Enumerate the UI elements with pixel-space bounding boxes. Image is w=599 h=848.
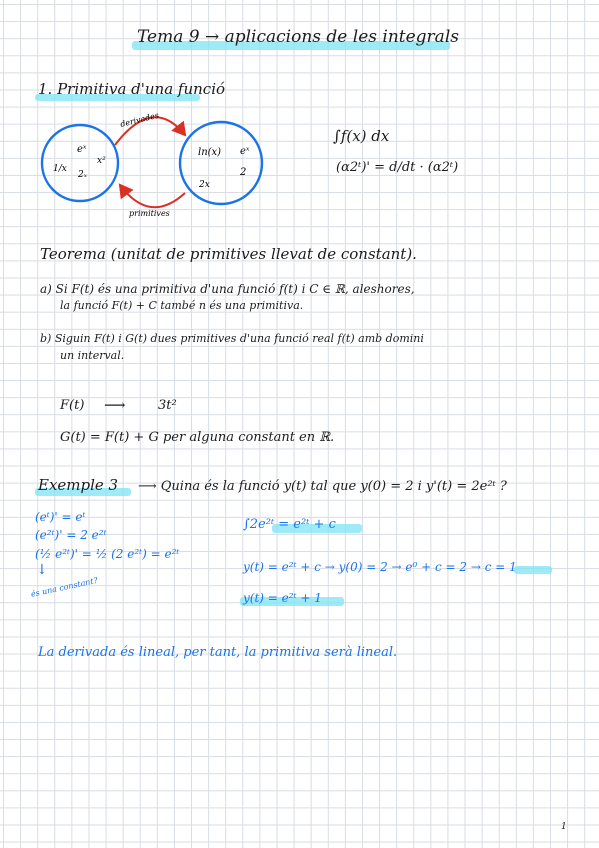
right-set-item: 2x xyxy=(199,180,210,190)
example-question: ⟶ Quina és la funció y(t) tal que y(0) = 2 i y'(t) = 2e²ᵗ ? xyxy=(138,479,507,494)
right-set-circle xyxy=(180,122,262,204)
derivative-step-3: (½ e²ᵗ)' = ½ (2 e²ᵗ) = e²ᵗ xyxy=(35,547,180,561)
final-note: La derivada és lineal, per tant, la primitiva serà lineal. xyxy=(38,645,398,660)
derivades-label: derivades xyxy=(119,110,160,129)
theorem-part-b-cont: un interval. xyxy=(60,349,125,362)
right-set-item: ln(x) xyxy=(198,147,222,158)
derivative-step-1: (eᵗ)' = eᵗ xyxy=(35,510,86,524)
page-title: Tema 9 → aplicacions de les integrals xyxy=(137,27,459,47)
example-function-value: 3t² xyxy=(158,398,177,413)
example-arrow: ⟶ xyxy=(104,396,126,414)
primitives-label: primitives xyxy=(129,209,170,218)
left-set-item: 1/x xyxy=(53,164,67,174)
primitives-arrow xyxy=(120,185,185,207)
theorem-part-b: b) Siguin F(t) i G(t) dues primitives d'una funció real f(t) amb domini xyxy=(40,332,424,345)
integral-notation: ∫f(x) dx xyxy=(333,127,390,145)
solve-line: y(t) = e²ᵗ + c → y(0) = 2 → e⁰ + c = 2 → c = 1 xyxy=(243,560,517,574)
right-set-item: 2 xyxy=(240,167,247,178)
constant-note: és una constant? xyxy=(30,575,99,599)
theorem-conclusion: G(t) = F(t) + G per alguna constant en ℝ. xyxy=(60,430,335,445)
left-set-item: 2ₓ xyxy=(78,170,87,180)
example-label: Exemple 3 xyxy=(38,476,119,494)
constant-highlight xyxy=(514,566,552,574)
example-function-f: F(t) xyxy=(60,398,85,413)
left-set-circle xyxy=(42,125,118,201)
right-set-item: eˣ xyxy=(240,146,250,157)
section1-heading: 1. Primitiva d'una funció xyxy=(38,80,226,98)
theorem-heading: Teorema (unitat de primitives llevat de constant). xyxy=(40,245,417,263)
left-set-item: x² xyxy=(97,156,106,166)
page-number: 1 xyxy=(561,822,567,832)
theorem-part-a: a) Si F(t) és una primitiva d'una funció f(t) i C ∈ ℝ, aleshores, xyxy=(40,282,415,296)
derivatives-primitives-diagram xyxy=(35,105,335,225)
derivative-example: (α2ᵗ)' = d/dt · (α2ᵗ) xyxy=(336,160,459,175)
down-arrow: ↓ xyxy=(36,562,48,578)
derivative-step-2: (e²ᵗ)' = 2 e²ᵗ xyxy=(35,528,107,542)
theorem-part-a-cont: la funció F(t) + C també n és una primitiva. xyxy=(60,299,304,312)
left-set-item: eˣ xyxy=(77,144,87,155)
result-line: y(t) = e²ᵗ + 1 xyxy=(243,591,322,605)
integral-computation: ∫2e²ᵗ = e²ᵗ + c xyxy=(243,517,336,532)
